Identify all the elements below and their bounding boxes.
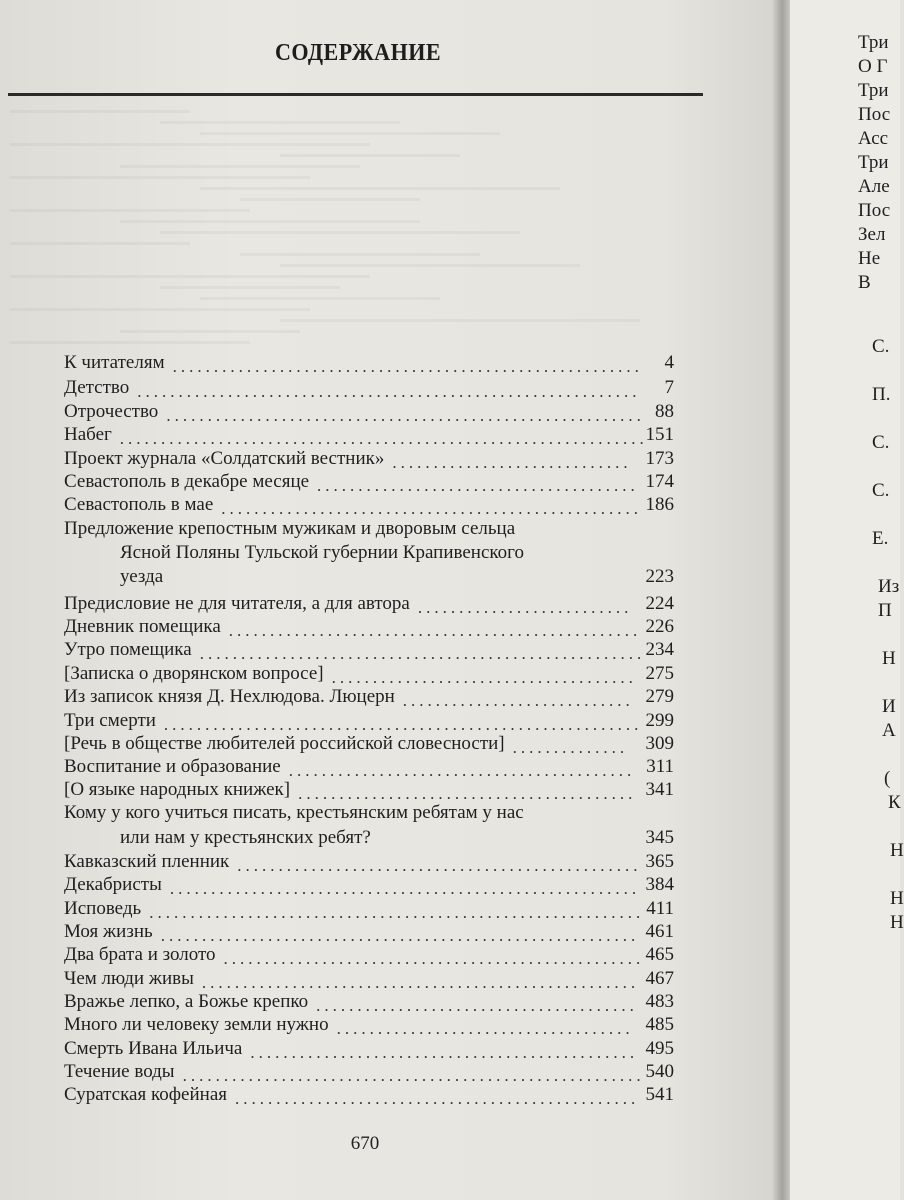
leader-dots: ........................................................ (182, 1066, 645, 1085)
toc-page-number: 411 (646, 898, 674, 919)
toc-entry-page-row (64, 1082, 674, 1108)
right-page-fragment: Три (858, 80, 889, 101)
right-page-fragment: С. (872, 480, 890, 501)
show-through-line (120, 220, 420, 223)
toc-entry-page-row (64, 942, 674, 968)
toc-entry-title: Чем люди живы (64, 968, 194, 989)
toc-page-number: 311 (646, 756, 674, 777)
right-page-fragment: О Г (858, 56, 888, 77)
show-through-line (200, 187, 560, 190)
toc-entry-page-row (64, 564, 674, 590)
show-through-line (10, 209, 250, 212)
toc-entry-title: Много ли человеку земли нужно (64, 1014, 329, 1035)
toc-entry-title: Моя жизнь (64, 921, 153, 942)
leader-dots: .......................................................... (160, 926, 640, 945)
title-rule (8, 93, 703, 96)
show-through-line (120, 165, 360, 168)
toc-entry-title: [Речь в обществе любителей российской словесности] (64, 733, 505, 754)
leader-dots: .......................................... (288, 761, 636, 780)
right-page-fragment: Три (858, 152, 889, 173)
show-through-line (10, 275, 370, 278)
toc-page-number: 299 (645, 710, 674, 731)
right-page-fragment: С. (872, 336, 890, 357)
toc-entry (64, 800, 674, 826)
toc-page-number: 483 (645, 991, 674, 1012)
right-page-fragment: Зел (858, 224, 886, 245)
right-page-fragment: Не (858, 248, 881, 269)
right-page-fragment: Н (890, 912, 904, 933)
show-through-line (10, 341, 250, 344)
leader-dots: .................................... (336, 1019, 634, 1038)
toc-entry-title: Кавказский пленник (64, 851, 230, 872)
right-page-fragment: П. (872, 384, 891, 405)
show-through-line (280, 264, 580, 267)
leader-dots: ...................................................... (199, 644, 646, 663)
toc-entry-page-row (64, 422, 674, 448)
show-through-line (160, 286, 340, 289)
toc-page-number: 365 (645, 851, 674, 872)
right-page-fragment: Три (858, 32, 889, 53)
toc-page-number: 88 (655, 401, 674, 422)
toc-entry-title: Исповедь (64, 898, 142, 919)
right-page-fragment: Асс (858, 128, 889, 149)
toc-entry-title: Из записок князя Д. Нехлюдова. Люцерн (64, 686, 395, 707)
toc-entry-title: Набег (64, 424, 112, 445)
toc-entry-page-row (64, 684, 674, 710)
show-through-line (160, 121, 400, 124)
leader-dots: ....................................... (316, 996, 638, 1015)
right-page-fragment: ( (884, 768, 891, 789)
right-page-fragment: И (882, 696, 896, 717)
leader-dots: ................................................................ (119, 429, 648, 448)
page-title: СОДЕРЖАНИЕ (274, 40, 442, 66)
leader-dots: .......................................................... (166, 406, 645, 425)
toc-entry-title: Три смерти (64, 710, 156, 731)
toc-entry-title: Предложение крепостным мужикам и дворовым сельца (64, 518, 516, 539)
toc-page-number: 234 (645, 639, 674, 660)
toc-page-number: 540 (645, 1061, 674, 1082)
toc-entry-title: Кому у кого учиться писать, крестьянским ребятам у нас (64, 802, 524, 823)
right-page-fragment: В (858, 272, 871, 293)
toc-entry-page-row (64, 492, 674, 518)
toc-entry-title: [Записка о дворянском вопросе] (64, 663, 324, 684)
leader-dots: ..................................................... (201, 973, 640, 992)
right-page-fragment: Е. (872, 528, 889, 549)
right-page-fragment: А (882, 720, 896, 741)
toc-page-number: 7 (664, 377, 674, 398)
toc-page-number: 384 (645, 874, 674, 895)
right-page-fragment: Н (890, 888, 904, 909)
leader-dots: .......................................................... (163, 715, 643, 734)
show-through-line (280, 154, 460, 157)
toc-entry-page-row (64, 872, 674, 898)
leader-dots: ..................................... (331, 668, 637, 687)
leader-dots: ............................ (402, 691, 634, 710)
toc-entry-title: Севастополь в декабре месяце (64, 471, 310, 492)
toc-entry-continuation: Ясной Поляны Тульской губернии Крапивенского (120, 542, 524, 563)
toc-page-number: 467 (645, 968, 674, 989)
show-through-line (160, 231, 520, 234)
show-through-line (10, 110, 190, 113)
toc-page-number: 4 (664, 352, 674, 373)
toc-entry-title: Проект журнала «Солдатский вестник» (64, 448, 385, 469)
toc-page-number: 485 (645, 1014, 674, 1035)
toc-entry-title: Воспитание и образование (64, 756, 281, 777)
page-number: 670 (350, 1133, 380, 1154)
toc-page-number: 279 (645, 686, 674, 707)
toc-page-number: 461 (645, 921, 674, 942)
toc-entry-title: Севастополь в мае (64, 494, 214, 515)
show-through-line (240, 253, 480, 256)
toc-entry-continuation: уезда (120, 566, 164, 587)
toc-page-number: 541 (645, 1084, 674, 1105)
toc-page-number: 465 (645, 944, 674, 965)
right-page-fragment: Пос (858, 200, 891, 221)
toc-entry-page-row (64, 1012, 674, 1038)
toc-entry-page-row (64, 375, 674, 401)
right-page-fragment: С. (872, 432, 890, 453)
leader-dots: ............................................... (250, 1043, 639, 1062)
right-page-fragment: П (878, 600, 892, 621)
leader-dots: ............................................................. (137, 382, 641, 401)
leader-dots: ................................................. (237, 856, 642, 875)
leader-dots: ......................................................... (169, 879, 641, 898)
toc-entry-title: Вражье лепко, а Божье крепко (64, 991, 309, 1012)
right-page-fragment: Н (882, 648, 896, 669)
leader-dots: ......................................................... (172, 357, 643, 376)
leader-dots: ............................. (392, 453, 632, 472)
toc-entry-title: Предисловие не для читателя, а для автора (64, 593, 410, 614)
right-page-fragment: Н (890, 840, 904, 861)
toc-entry-title: Смерть Ивана Ильича (64, 1038, 243, 1059)
toc-entry-title: К читателям (64, 352, 165, 373)
show-through-line (120, 330, 300, 333)
toc-entry-page-row (64, 350, 674, 376)
leader-dots: ............................................................ (149, 903, 645, 922)
show-through-text (0, 100, 700, 350)
leader-dots: .............. (512, 738, 629, 757)
toc-page-number: 341 (645, 779, 674, 800)
show-through-line (200, 297, 440, 300)
toc-entry-title: Отрочество (64, 401, 159, 422)
leader-dots: ................................................... (223, 949, 645, 968)
toc-entry-title: Декабристы (64, 874, 162, 895)
toc-page-number: 495 (645, 1038, 674, 1059)
toc-entry-title: Дневник помещика (64, 616, 221, 637)
leader-dots: ....................................... (317, 476, 639, 495)
toc-page-number: 224 (645, 593, 674, 614)
toc-page-number: 174 (645, 471, 674, 492)
right-page-fragment: К (888, 792, 901, 813)
right-page-fragment: Из (878, 576, 900, 597)
show-through-line (240, 198, 420, 201)
toc-entry-title: Два брата и золото (64, 944, 216, 965)
leader-dots: ......................................... (298, 784, 637, 803)
toc-page-number: 151 (645, 424, 674, 445)
toc-entry-page-row (64, 825, 674, 851)
toc-entry-title: Течение воды (64, 1061, 175, 1082)
toc-entry-page-row (64, 637, 674, 663)
right-page-fragment: Але (858, 176, 890, 197)
toc-entry-title: [О языке народных книжек] (64, 779, 291, 800)
toc-entry-title: Утро помещика (64, 639, 192, 660)
show-through-line (10, 143, 370, 146)
toc-page-number: 345 (645, 827, 674, 848)
toc-page-number: 309 (645, 733, 674, 754)
leader-dots: ................................................. (235, 1089, 640, 1108)
leader-dots: ................................................... (221, 499, 643, 518)
show-through-line (280, 319, 640, 322)
leader-dots: .................................................. (228, 621, 642, 640)
show-through-line (200, 132, 500, 135)
toc-page-number: 226 (645, 616, 674, 637)
show-through-line (10, 176, 310, 179)
toc-entry-continuation: или нам у крестьянских ребят? (120, 827, 371, 848)
leader-dots: .......................... (417, 598, 633, 617)
toc-page-number: 173 (645, 448, 674, 469)
toc-page-number: 186 (645, 494, 674, 515)
toc-page-number: 223 (645, 566, 674, 587)
toc-entry-title: Детство (64, 377, 130, 398)
toc-entry (64, 516, 674, 542)
show-through-line (10, 242, 190, 245)
toc-page-number: 275 (645, 663, 674, 684)
toc-entry-title: Суратская кофейная (64, 1084, 227, 1105)
right-page-fragment: Пос (858, 104, 891, 125)
show-through-line (10, 308, 310, 311)
